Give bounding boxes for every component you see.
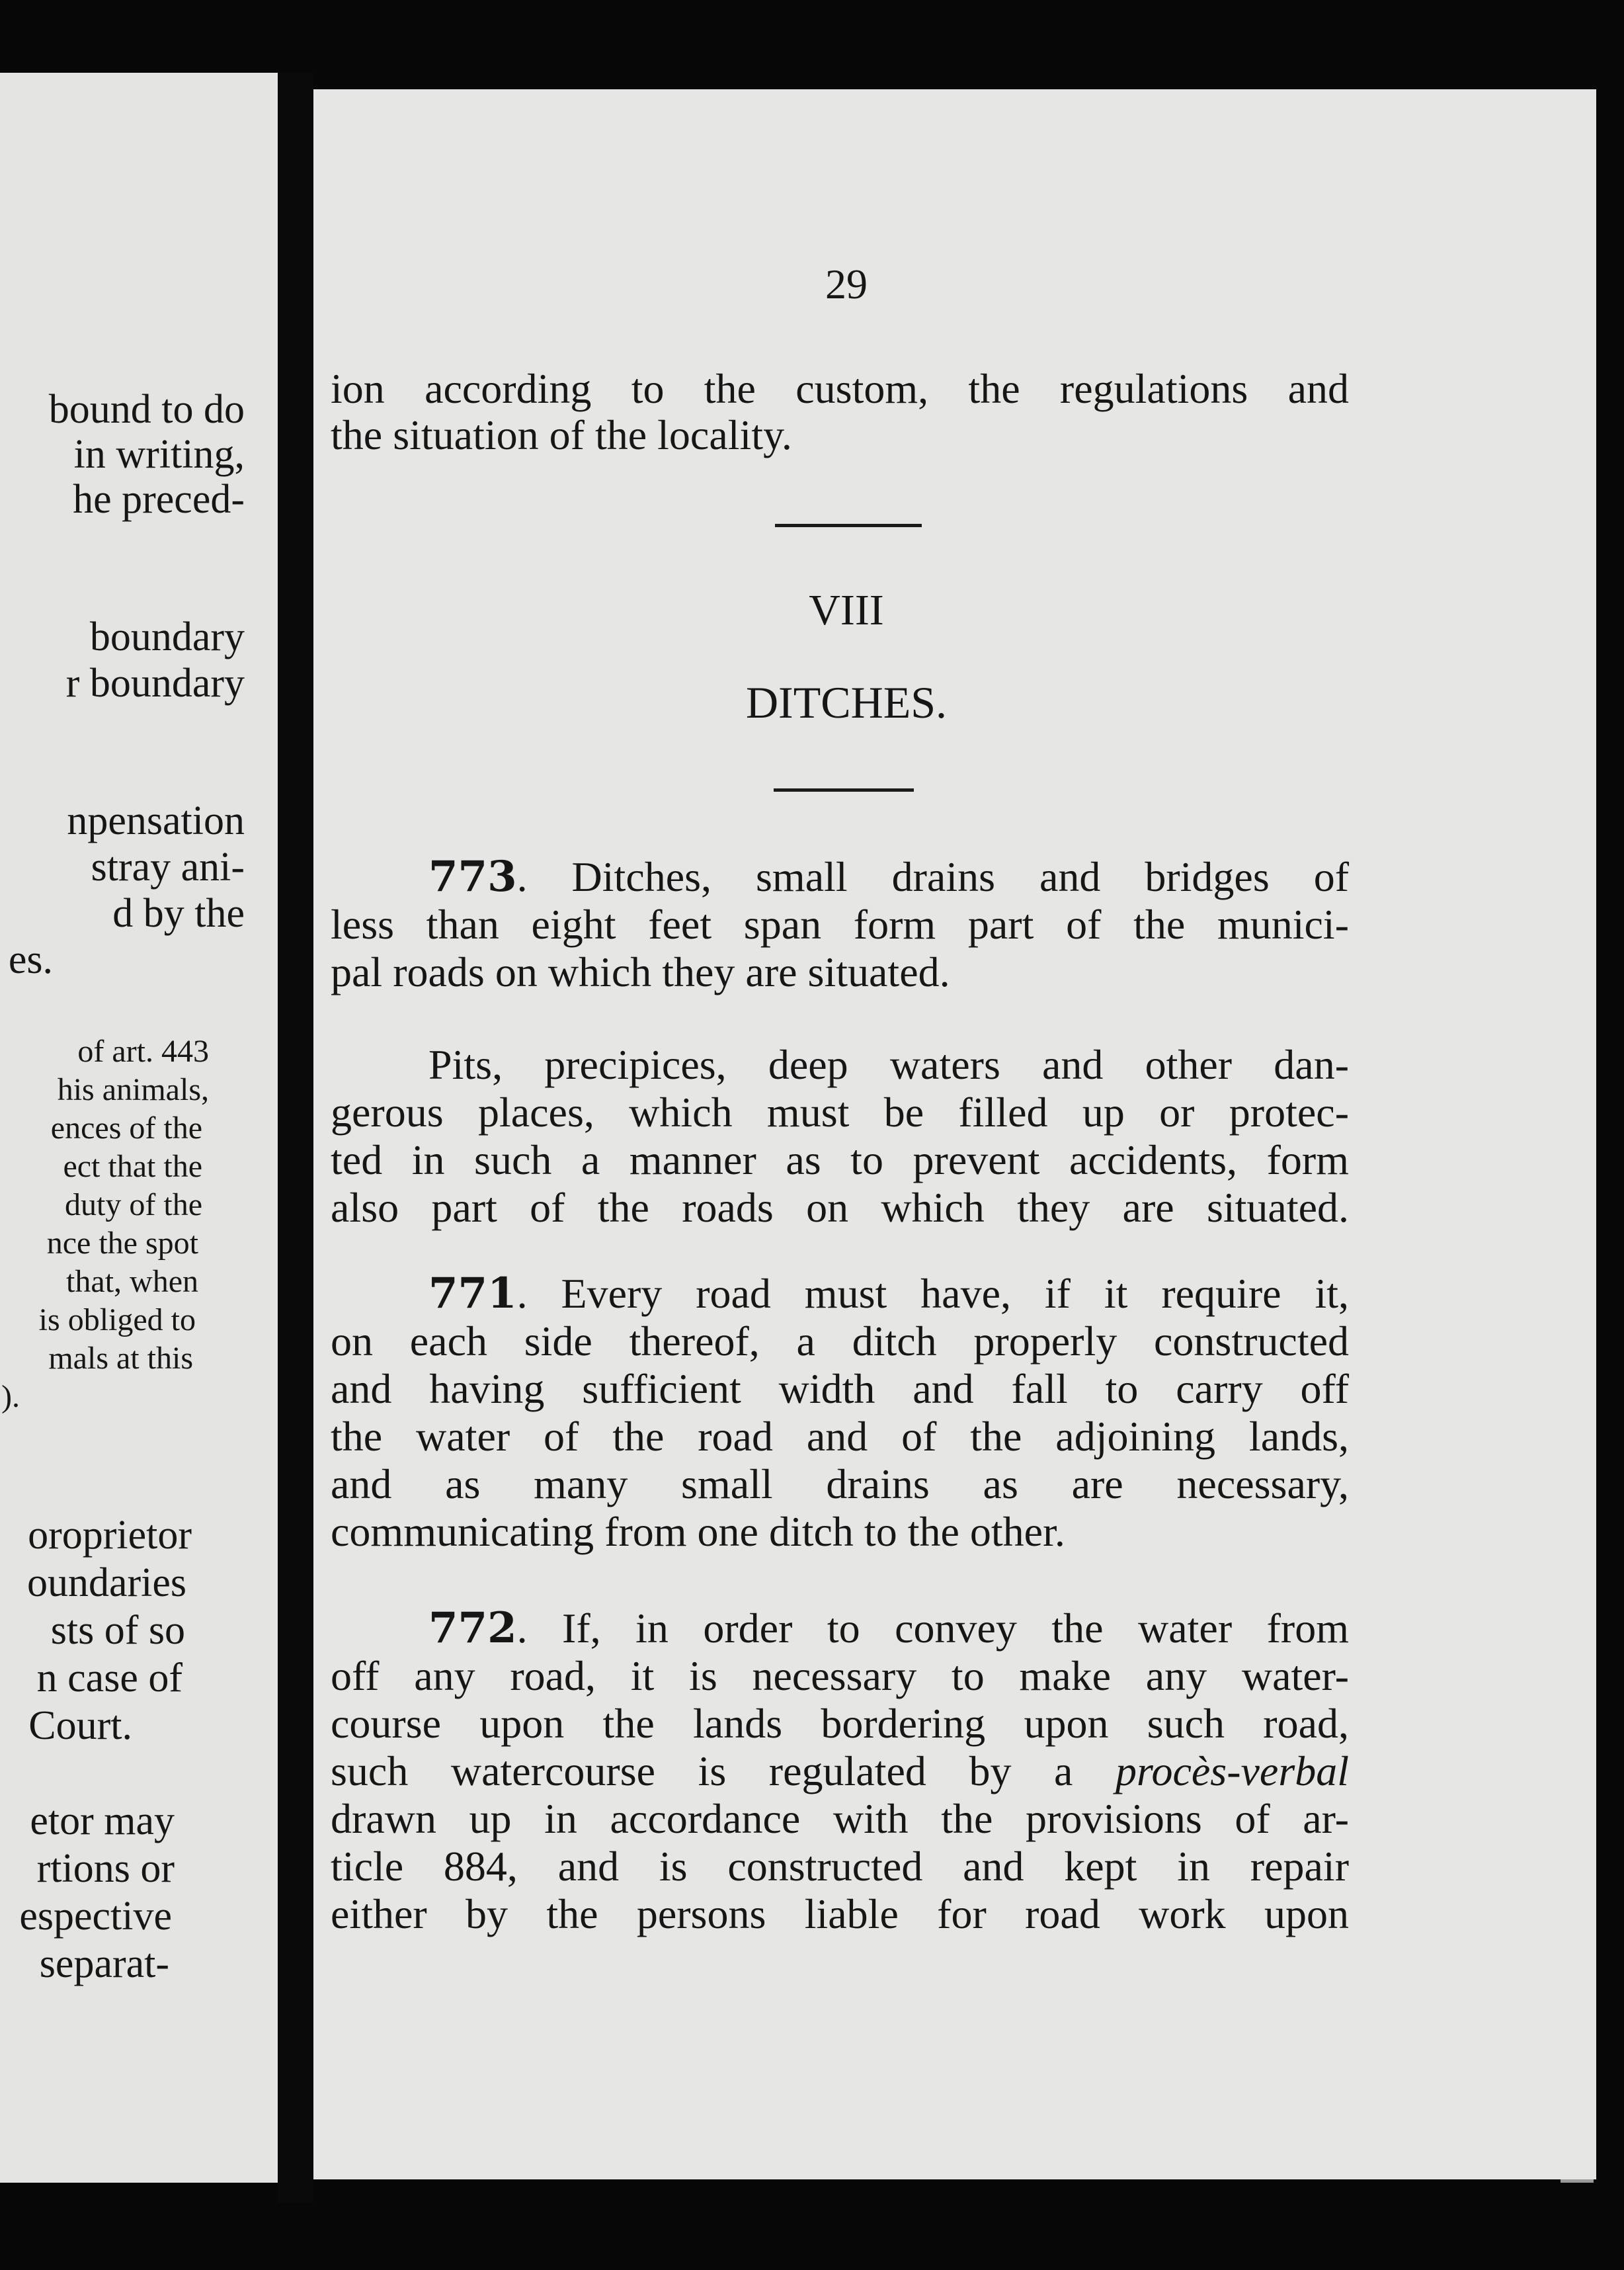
left-page [0,73,278,2183]
article-771-first-line [428,1269,1349,1318]
left-line: duty of the [65,1187,202,1222]
article-text: . If, in order to convey the water from [516,1605,1349,1652]
article-line: off any road, it is necessary to make any water- [331,1652,1349,1699]
article-line: communicating from one ditch to the other. [331,1508,1065,1555]
article-number: 773 [428,852,517,902]
section-number: VIII [809,586,884,634]
article-line: drawn up in accordance with the provisions of ar- [331,1795,1349,1842]
continuation-line: ion according to the custom, the regulations and [331,365,1349,412]
italic-term: procès-verbal [1115,1747,1349,1794]
article-line: less than eight feet span form part of the munici- [331,901,1349,948]
article-line: pal roads on which they are situated. [331,948,950,995]
paragraph-line: ted in such a manner as to prevent accidents, form [331,1136,1349,1183]
left-line: separat- [39,1941,169,1986]
paragraph-line: Pits, precipices, deep waters and other dan- [428,1041,1349,1088]
left-line: is obliged to [38,1302,196,1337]
left-line: his animals, [57,1072,209,1107]
left-line: ect that the [63,1149,202,1184]
left-line: r boundary [65,661,245,706]
paragraph-line: also part of the roads on which they are situated. [331,1184,1349,1231]
article-line: and as many small drains as are necessary, [331,1460,1349,1507]
article-text: . Every road must have, if it require it, [516,1270,1349,1317]
article-line: the water of the road and of the adjoining lands, [331,1413,1349,1460]
left-line: espective [19,1894,172,1939]
left-line: d by the [112,891,245,936]
article-number: 771 [428,1269,517,1318]
left-line: in writing, [73,432,245,477]
paragraph-line: gerous places, which must be filled up or protec- [331,1089,1349,1136]
left-line: rtions or [36,1846,175,1891]
section-rule-top [775,524,922,527]
article-772-first-line [428,1603,1349,1653]
left-line: nce the spot [46,1226,198,1261]
left-line: of art. 443 [77,1034,209,1069]
article-line [331,1747,1349,1794]
left-line: Court. [28,1703,132,1748]
article-line: on each side thereof, a ditch properly constructed [331,1318,1349,1365]
article-line: ticle 884, and is constructed and kept in repair [331,1843,1349,1890]
left-line: ). [1,1379,20,1414]
left-line: mals at this [48,1341,193,1376]
article-773-first-line [428,852,1349,902]
left-line: boundary [89,614,245,659]
left-line: stray ani- [91,845,245,890]
article-number: 772 [428,1603,517,1653]
left-line: bound to do [48,387,245,432]
page-number: 29 [825,261,868,308]
left-line: n case of [36,1656,183,1701]
left-line: sts of so [50,1608,185,1653]
article-text: . Ditches, small drains and bridges of [516,853,1349,900]
left-line: oundaries [26,1560,186,1605]
left-line: etor may [30,1798,175,1843]
left-line: oroprietor [28,1513,192,1558]
left-line: ences of the [50,1111,202,1146]
left-line: npensation [67,798,245,843]
left-line: he preced- [73,477,245,522]
section-rule-bottom [774,788,914,792]
section-title: DITCHES. [745,677,948,728]
article-line: course upon the lands bordering upon such road, [331,1700,1349,1747]
left-line: that, when [66,1264,198,1299]
article-text: such watercourse is regulated by a [331,1747,1116,1794]
book-gutter [278,73,313,2203]
left-line: es. [8,937,53,982]
article-line: and having sufficient width and fall to carry off [331,1365,1349,1412]
article-line: either by the persons liable for road work upon [331,1890,1349,1937]
continuation-line: the situation of the locality. [331,411,792,458]
